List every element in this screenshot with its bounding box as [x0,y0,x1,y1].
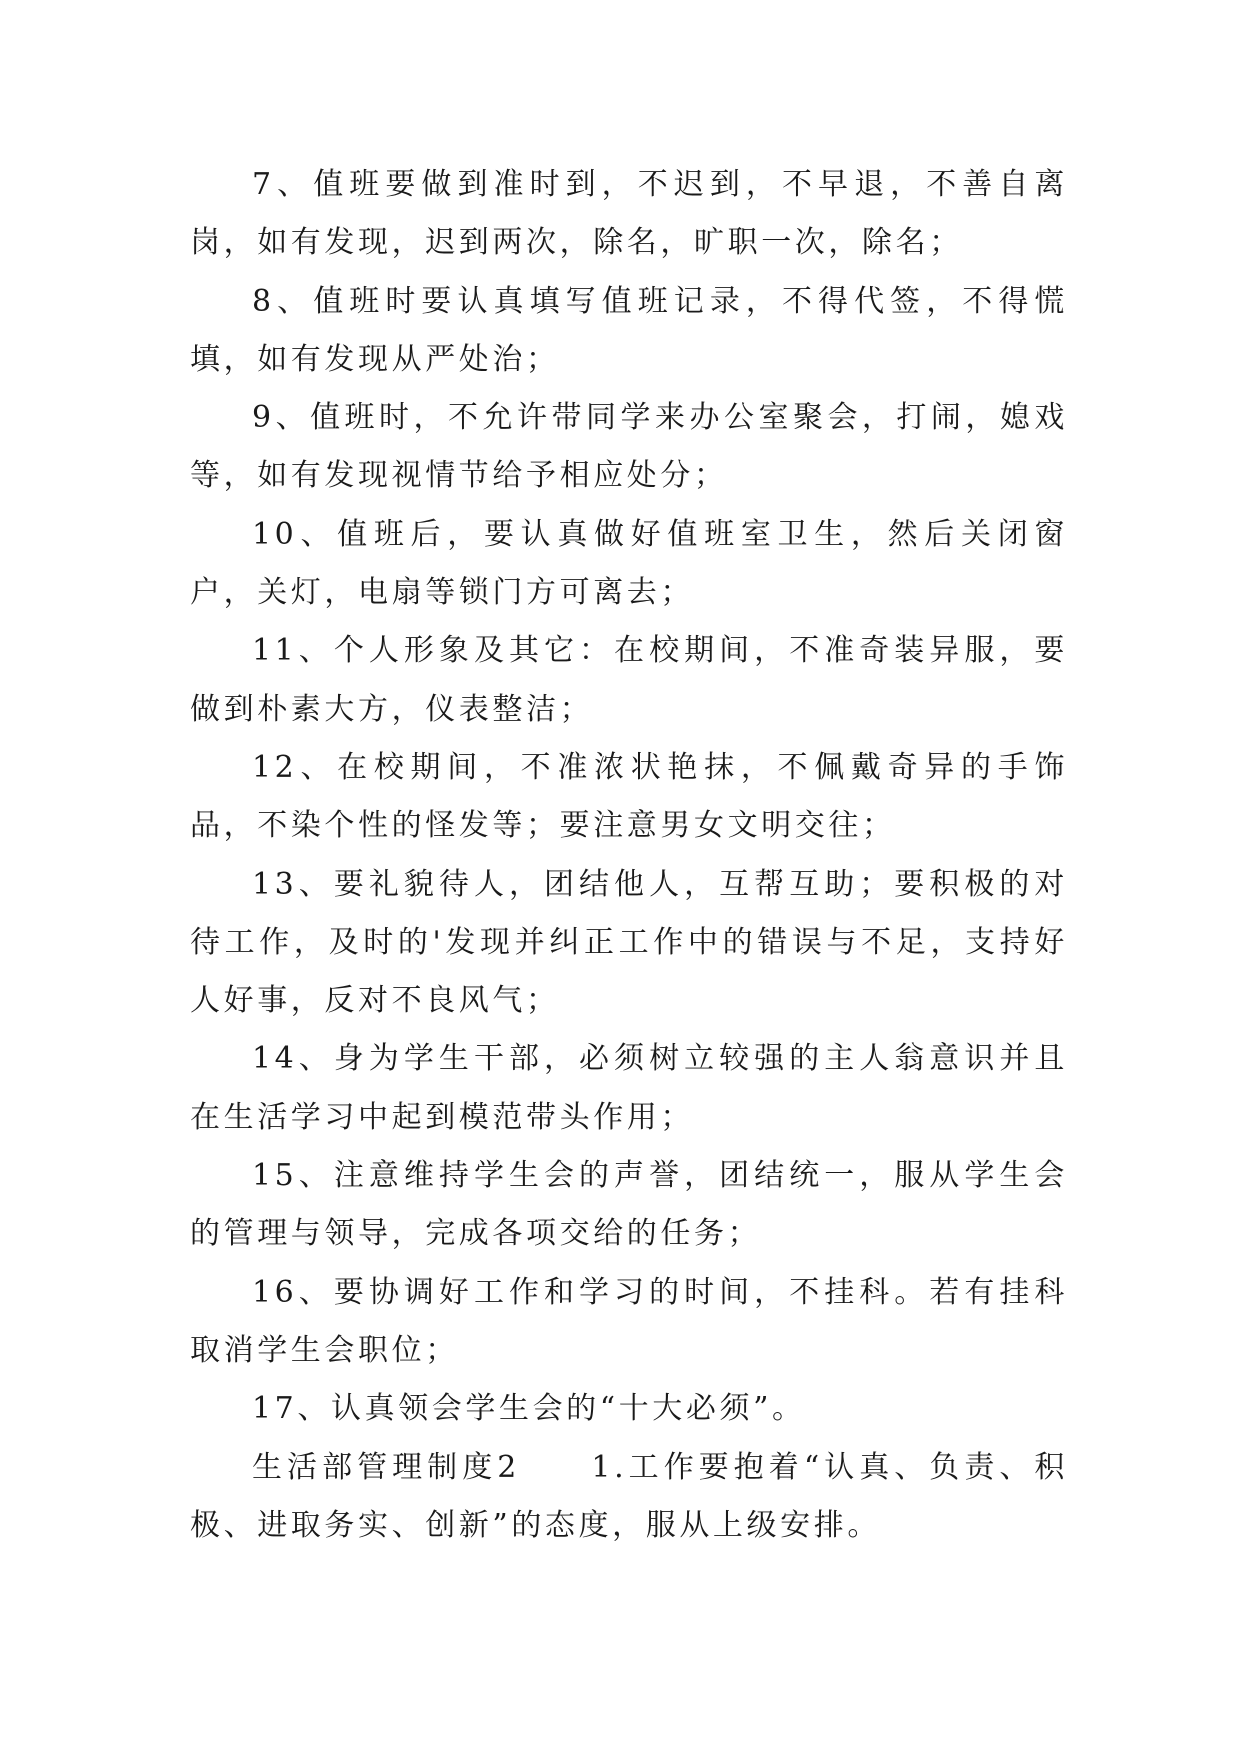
paragraph-rule-15: 15、注意维持学生会的声誉，团结统一，服从学生会的管理与领导，完成各项交给的任务； [190,1158,1068,1252]
paragraph-rule-14: 14、身为学生干部，必须树立较强的主人翁意识并且在生活学习中起到模范带头作用； [190,1041,1068,1135]
paragraph-rule-12: 12、在校期间，不准浓状艳抹，不佩戴奇异的手饰品，不染个性的怪发等；要注意男女文明交往； [190,749,1068,844]
paragraph-rule-13: 13、要礼貌待人，团结他人，互帮互助；要积极的对待工作，及时的'发现并纠正工作中的错误与不足，支持好人好事，反对不良风气； [190,866,1068,1019]
paragraph-rule-7: 7、值班要做到准时到，不迟到，不早退，不善自离岗，如有发现，迟到两次，除名，旷职一次，除名； [190,167,1068,261]
paragraph-rule-17: 17、认真领会学生会的“十大必须”。 [252,1391,806,1427]
document-body [190,156,1068,1555]
paragraph-rule-11: 11、个人形象及其它：在校期间，不准奇装异服，要做到朴素大方，仪表整洁； [190,633,1068,727]
paragraph-section-2-rule-1: 生活部管理制度2 1.工作要抱着“认真、负责、积极、进取务实、创新”的态度，服从上级安排。 [190,1449,1068,1543]
paragraph-rule-16: 16、要协调好工作和学习的时间，不挂科。若有挂科取消学生会职位； [190,1274,1068,1368]
paragraph-rule-8: 8、值班时要认真填写值班记录，不得代签，不得慌填，如有发现从严处治； [190,283,1068,377]
paragraph-rule-9: 9、值班时，不允许带同学来办公室聚会，打闹，媳戏等，如有发现视情节给予相应处分； [190,400,1068,494]
paragraph-rule-10: 10、值班后，要认真做好值班室卫生，然后关闭窗户，关灯，电扇等锁门方可离去； [190,516,1068,611]
